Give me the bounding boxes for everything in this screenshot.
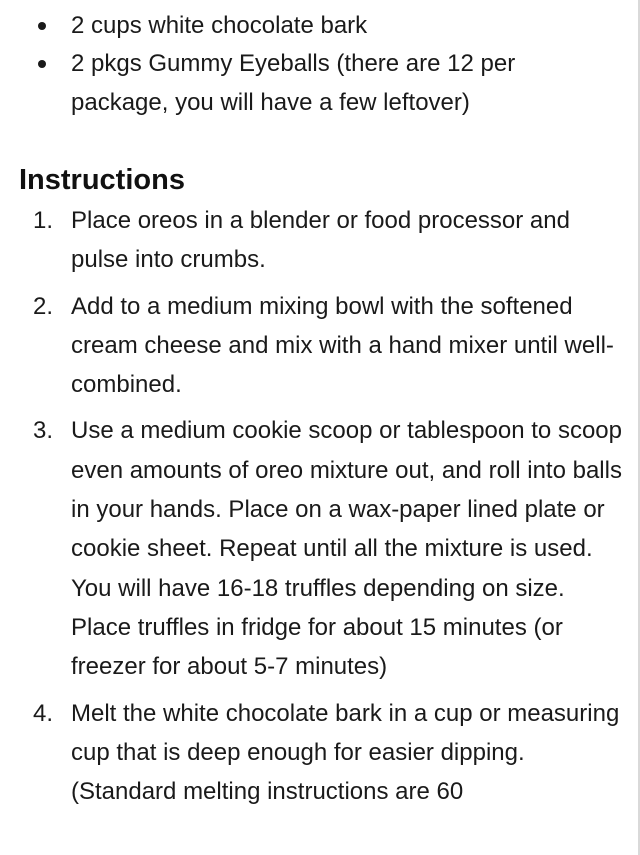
step-number: 4.	[33, 699, 54, 727]
ingredient-item	[0, 44, 611, 122]
step-text: Place oreos in a blender or food processor and pulse into crumbs.	[71, 207, 570, 274]
step-number: 2.	[33, 292, 54, 320]
instruction-step	[0, 201, 625, 280]
step-number: 1.	[33, 207, 54, 234]
instructions-heading: Instructions	[19, 164, 185, 196]
step-text: Add to a medium mixing bowl with the softened cream cheese and mix with a hand mixer until well-combined.	[71, 292, 614, 399]
step-text: Melt the white chocolate bark in a cup or measuring cup that is deep enough for easier dipping. (Standard melting instructions are 60	[71, 699, 620, 806]
instruction-step	[0, 411, 625, 686]
step-text: Use a medium cookie scoop or tablespoon to scoop even amounts of oreo mixture out, and roll into balls in your hands. Place on a wax-paper lined plate or cookie sheet. Repeat until all the mixture is used. You will have 16-18 truffles depending on size. Place truffles in fridge for about 15 minutes (or freezer for about 5-7 minutes)	[71, 417, 622, 681]
step-number: 3.	[33, 417, 54, 445]
ingredient-item	[0, 6, 611, 45]
bullet-icon	[38, 22, 46, 30]
instruction-step	[0, 287, 625, 405]
ingredients-list	[0, 6, 620, 121]
instructions-list	[0, 201, 625, 818]
bullet-icon	[38, 60, 46, 68]
instruction-step	[0, 694, 625, 812]
ingredient-text: 2 pkgs Gummy Eyeballs (there are 12 per package, you will have a few leftover)	[71, 50, 516, 116]
ingredient-text: 2 cups white chocolate bark	[71, 12, 368, 39]
